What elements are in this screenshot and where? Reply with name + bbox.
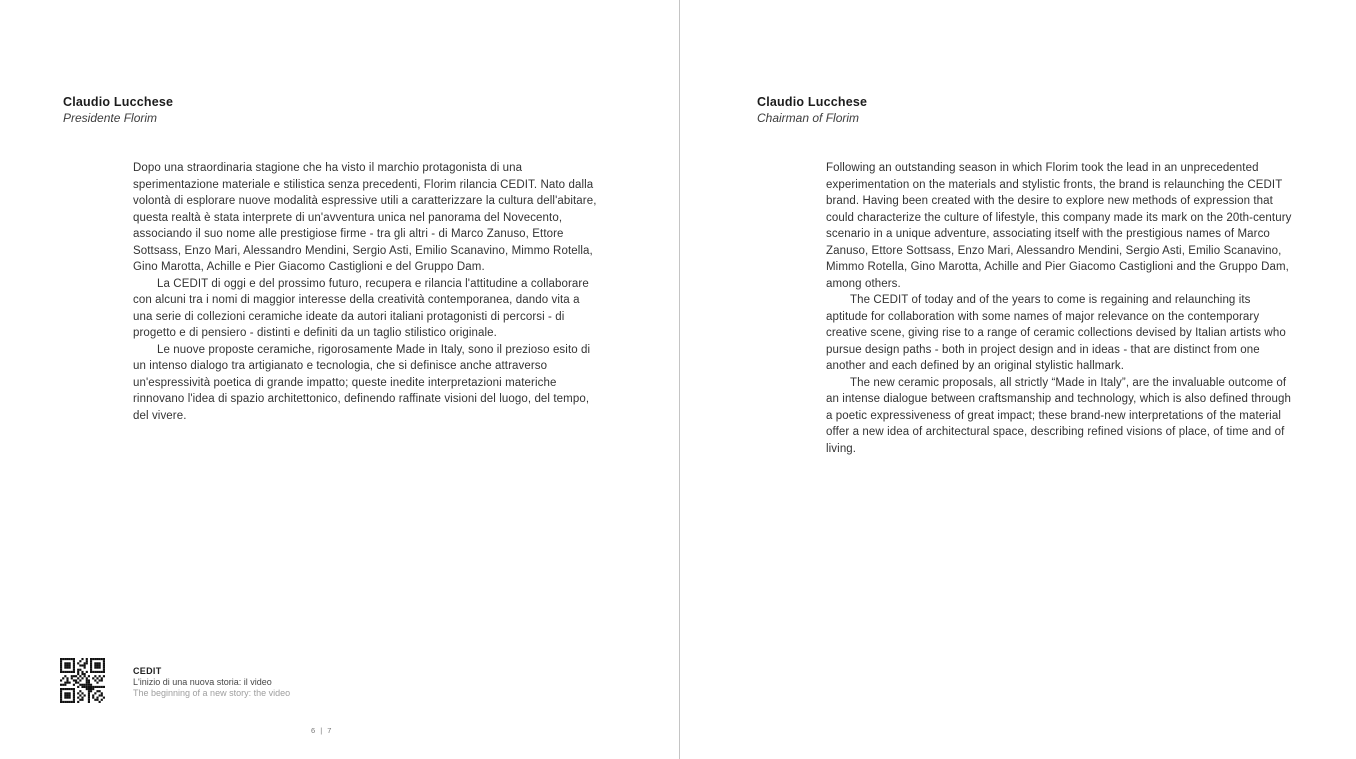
- body-paragraph: Following an outstanding season in which Florim took the lead in an unprecedented experimentation on the materials and stylistic fronts, the brand is relaunching the CEDIT brand. Having been created with the desire to explore new methods of expression that could characterize the culture of lifestyle, this company made its mark on the 20th-century scenario in a unique adventure, associating itself with the prestigious names of Marco Zanuso, Ettore Sottsass, Enzo Mari, Alessandro Mendini, Sergio Asti, Emilio Scanavino, Mimmo Rotella, Gino Marotta, Achille and Pier Giacomo Castiglioni and the Gruppo Dam, among others.: [826, 162, 1292, 290]
- qr-caption-english: The beginning of a new story: the video: [133, 688, 291, 698]
- author-role: Chairman of Florim: [757, 111, 860, 125]
- author-name: Claudio Lucchese: [757, 95, 868, 109]
- author-role: Presidente Florim: [63, 111, 158, 125]
- body-paragraph: The new ceramic proposals, all strictly “Made in Italy”, are the invaluable outcome of an intense dialogue between craftsmanship and technology, which is also defined through a poetic expressiveness of great impact; these brand-new interpretations of the material offer a new idea of architectural space, describing refined visions of place, of time and of living.: [826, 376, 1291, 455]
- qr-caption-title: CEDIT: [133, 666, 162, 676]
- body-paragraph: Le nuove proposte ceramiche, rigorosamente Made in Italy, sono il prezioso esito di un intenso dialogo tra artigianato e tecnologia, che si definisce anche attraverso un'espressività poetica di grande impatto; queste inedite interpretazioni materiche rinnovano l'idea di spazio architettonico, definendo raffinate visioni del luogo, del tempo, del vivere.: [133, 343, 591, 422]
- right-byline: [757, 94, 867, 126]
- qr-code-icon: [60, 658, 105, 703]
- body-paragraph: La CEDIT di oggi e del prossimo futuro, recupera e rilancia l'attitudine a collaborare con alcuni tra i nomi di maggior interesse della creatività contemporanea, dando vita a una serie di collezioni ceramiche ideate da autori italiani protagonisti di percorsi - di progetto e di pensiero - distinti e definiti da un taglio stilistico originale.: [133, 277, 589, 339]
- body-paragraph: Dopo una straordinaria stagione che ha visto il marchio protagonista di una sperimentazione materiale e stilistica senza precedenti, Florim rilancia CEDIT. Nato dalla volontà di esplorare nuove modalità espressive utili a caratterizzare la cultura dell'abitare, questa realtà è stata interprete di un'avventura unica nel panorama del Novecento, associando il suo nome alle prestigiose firme - tra gli altri - di Marco Zanuso, Ettore Sottsass, Enzo Mari, Alessandro Mendini, Sergio Asti, Emilio Scanavino, Mimmo Rotella, Gino Marotta, Achille e Pier Giacomo Castiglioni e del Gruppo Dam.: [133, 162, 597, 273]
- right-body-text: [826, 160, 1293, 457]
- left-body-text: [133, 160, 600, 424]
- right-page: [679, 0, 1356, 759]
- qr-caption: [133, 658, 290, 699]
- body-paragraph: The CEDIT of today and of the years to come is regaining and relaunching its aptitude for collaboration with some names of major relevance on the contemporary creative scene, giving rise to a range of ceramic collections devised by Italian artists who pursue design paths - both in project design and in ideas - that are distinct from one another and each defined by an original stylistic hallmark.: [826, 294, 1286, 372]
- author-name: Claudio Lucchese: [63, 95, 174, 109]
- video-qr-block: [60, 658, 290, 703]
- page-number: 6 | 7: [311, 726, 333, 735]
- left-byline: [63, 94, 173, 126]
- qr-caption-italian: L'inizio di una nuova storia: il video: [133, 677, 272, 687]
